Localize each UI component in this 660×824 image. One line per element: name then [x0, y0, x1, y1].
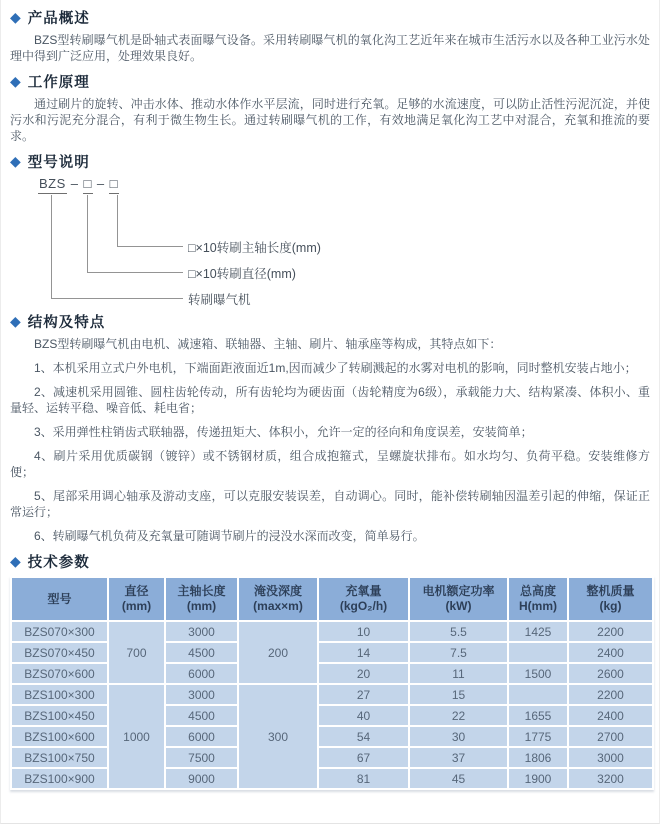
spec-cell-depth-group: 300	[238, 684, 318, 789]
spec-cell-weight: 2700	[568, 726, 653, 747]
connector-line	[117, 246, 183, 247]
spec-row	[11, 642, 653, 663]
spec-cell-height: 1655	[508, 705, 568, 726]
spec-cell-weight: 2200	[568, 684, 653, 705]
section-title: 产品概述	[27, 10, 90, 27]
spec-row	[11, 705, 653, 726]
section-heading-overview	[10, 8, 650, 26]
diamond-bullet-icon: ◆	[10, 73, 21, 89]
spec-cell-power: 37	[409, 747, 508, 768]
spec-cell-power: 30	[409, 726, 508, 747]
spec-cell-height: 1500	[508, 663, 568, 684]
spec-cell-power: 22	[409, 705, 508, 726]
diamond-bullet-icon: ◆	[10, 553, 21, 569]
model-label-diameter: □×10转刷直径(mm)	[188, 267, 296, 281]
diamond-bullet-icon: ◆	[10, 9, 21, 25]
spec-cell-oxygen: 40	[318, 705, 409, 726]
spec-header-weight: 整机质量 (kg)	[568, 577, 653, 621]
features-intro: BZS型转刷曝气机由电机、减速箱、联轴器、主轴、刷片、轴承座等构成，其特点如下：	[34, 337, 502, 351]
section-heading-model	[10, 152, 650, 170]
connector-line	[51, 195, 52, 298]
spec-row	[11, 726, 653, 747]
spec-cell-oxygen: 27	[318, 684, 409, 705]
principle-paragraph: 通过刷片的旋转、冲击水体、推动水体作水平层流，同时进行充氧。足够的水流速度，可以防止活性污泥沉淀，并使污水和污泥充分混合，有利于微生物生长。通过转刷曝气机的工作，有效地满足氧化沟工艺中对混合，充氧和推流的要求。	[10, 97, 650, 143]
connector-line	[87, 272, 183, 273]
spec-cell-model: BZS100×450	[11, 705, 108, 726]
model-code-box-diameter: □	[83, 176, 93, 194]
model-code-diagram	[38, 176, 650, 306]
spec-cell-power: 15	[409, 684, 508, 705]
spec-header-shaft-length: 主轴长度 (mm)	[165, 577, 238, 621]
spec-cell-height	[508, 642, 568, 663]
spec-cell-oxygen: 81	[318, 768, 409, 789]
spec-cell-shaft: 3000	[165, 621, 238, 642]
spec-cell-oxygen: 54	[318, 726, 409, 747]
diamond-bullet-icon: ◆	[10, 313, 21, 329]
model-label-shaft-length: □×10转刷主轴长度(mm)	[188, 241, 321, 255]
spec-cell-weight: 2600	[568, 663, 653, 684]
spec-cell-weight: 3200	[568, 768, 653, 789]
section-heading-principle	[10, 72, 650, 90]
spec-cell-model: BZS100×600	[11, 726, 108, 747]
spec-cell-oxygen: 10	[318, 621, 409, 642]
spec-cell-weight: 2400	[568, 642, 653, 663]
section-title: 技术参数	[27, 554, 90, 571]
spec-cell-model: BZS100×900	[11, 768, 108, 789]
feature-item: 2、减速机采用圆锥、圆柱齿轮传动，所有齿轮均为硬齿面（齿轮精度为6级），承载能力大、结构紧凑、体积小、重量轻、运转平稳、噪音低、耗电省；	[10, 385, 650, 415]
feature-item: 3、采用弹性柱销齿式联轴器，传递扭矩大、体积小，允许一定的径向和角度误差，安装简单；	[34, 425, 533, 439]
section-title: 工作原理	[27, 74, 90, 91]
spec-cell-shaft: 6000	[165, 663, 238, 684]
spec-header-power: 电机额定功率 (kW)	[409, 577, 508, 621]
spec-cell-power: 11	[409, 663, 508, 684]
spec-cell-height: 1806	[508, 747, 568, 768]
section-title: 型号说明	[27, 154, 90, 171]
feature-item: 6、转刷曝气机负荷及充氧量可随调节刷片的浸没水深而改变，简单易行。	[34, 529, 425, 543]
spec-header-diameter: 直径 (mm)	[108, 577, 165, 621]
feature-item: 4、刷片采用优质碳钢（镀锌）或不锈钢材质，组合成抱箍式，呈螺旋状排布。如水均匀、负荷平稳。安装维修方便；	[10, 449, 650, 479]
model-code-prefix: BZS	[38, 176, 67, 194]
spec-cell-power: 45	[409, 768, 508, 789]
spec-cell-depth-group: 200	[238, 621, 318, 684]
spec-cell-power: 5.5	[409, 621, 508, 642]
spec-cell-shaft: 3000	[165, 684, 238, 705]
feature-item: 1、本机采用立式户外电机，下端面距液面近1m,因而减少了转刷溅起的水雾对电机的影响，同时整机安装占地小；	[34, 361, 637, 375]
spec-cell-oxygen: 67	[318, 747, 409, 768]
spec-cell-model: BZS070×300	[11, 621, 108, 642]
spec-cell-model: BZS070×600	[11, 663, 108, 684]
spec-cell-power: 7.5	[409, 642, 508, 663]
connector-line	[117, 195, 118, 246]
spec-cell-weight: 2200	[568, 621, 653, 642]
model-code-dash: –	[70, 176, 79, 191]
model-code-box-length: □	[109, 176, 119, 194]
spec-cell-height: 1900	[508, 768, 568, 789]
spec-cell-shaft: 4500	[165, 705, 238, 726]
model-code	[38, 176, 119, 191]
spec-header-height: 总高度 H(mm)	[508, 577, 568, 621]
diamond-bullet-icon: ◆	[10, 153, 21, 169]
spec-cell-height	[508, 684, 568, 705]
spec-header-oxygen: 充氧量 (kgO₂/h)	[318, 577, 409, 621]
spec-row	[11, 621, 653, 642]
spec-row	[11, 768, 653, 789]
spec-cell-shaft: 6000	[165, 726, 238, 747]
spec-header-row	[11, 577, 653, 621]
model-label-name: 转刷曝气机	[188, 293, 251, 307]
section-title: 结构及特点	[27, 314, 106, 331]
section-heading-specs	[10, 552, 650, 570]
spec-row	[11, 747, 653, 768]
spec-cell-oxygen: 20	[318, 663, 409, 684]
spec-cell-oxygen: 14	[318, 642, 409, 663]
spec-cell-diameter-group: 1000	[108, 684, 165, 789]
spec-cell-height: 1425	[508, 621, 568, 642]
spec-cell-weight: 3000	[568, 747, 653, 768]
spec-header-model: 型号	[11, 577, 108, 621]
feature-item: 5、尾部采用调心轴承及游动支座，可以克服安装误差，自动调心。同时，能补偿转刷轴因温差引起的伸缩，保证正常运行；	[10, 489, 650, 519]
overview-paragraph: BZS型转刷曝气机是卧轴式表面曝气设备。采用转刷曝气机的氧化沟工艺近年来在城市生活污水以及各种工业污水处理中得到广泛应用，处理效果良好。	[10, 33, 650, 63]
spec-header-depth: 淹没深度 (max×m)	[238, 577, 318, 621]
spec-cell-weight: 2400	[568, 705, 653, 726]
spec-cell-shaft: 9000	[165, 768, 238, 789]
connector-line	[51, 298, 183, 299]
spec-cell-model: BZS100×300	[11, 684, 108, 705]
spec-cell-height: 1775	[508, 726, 568, 747]
connector-line	[87, 195, 88, 272]
spec-cell-diameter-group: 700	[108, 621, 165, 684]
spec-row	[11, 684, 653, 705]
spec-cell-model: BZS100×750	[11, 747, 108, 768]
model-code-dash: –	[96, 176, 105, 191]
spec-cell-shaft: 7500	[165, 747, 238, 768]
spec-cell-shaft: 4500	[165, 642, 238, 663]
spec-row	[11, 663, 653, 684]
spec-table	[10, 576, 654, 790]
spec-cell-model: BZS070×450	[11, 642, 108, 663]
section-heading-features	[10, 312, 650, 330]
